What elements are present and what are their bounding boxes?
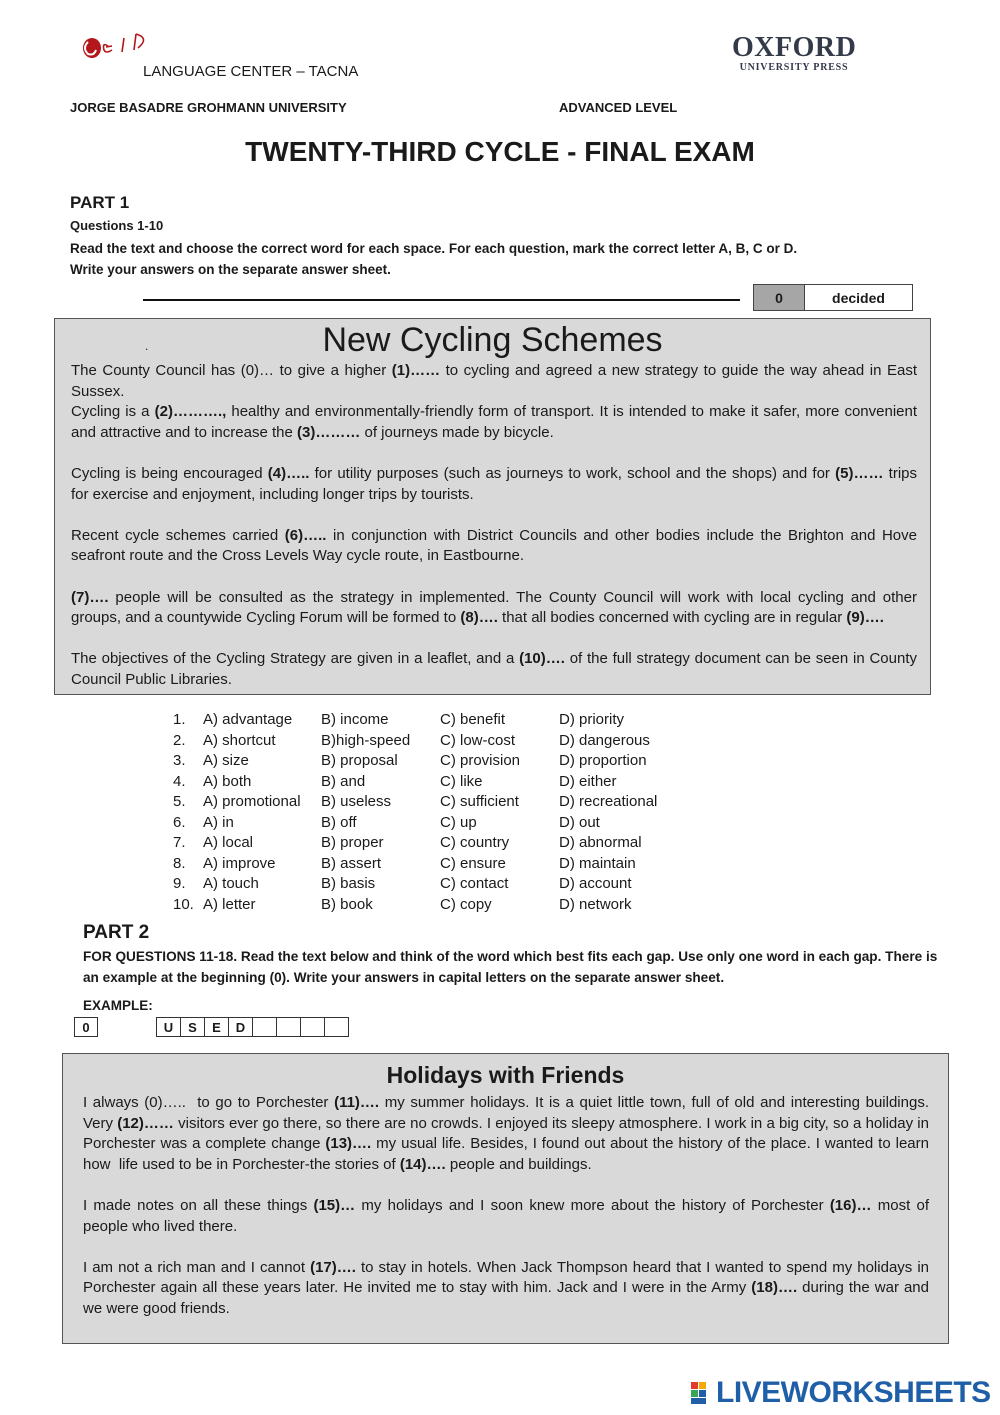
option-row xyxy=(173,751,679,772)
option-c: C) provision xyxy=(440,752,521,769)
option-row xyxy=(173,731,679,752)
liveworksheets-logo xyxy=(690,1376,991,1410)
option-d: D) dangerous xyxy=(559,731,650,749)
option-d: D) out xyxy=(559,813,600,831)
example-letter-cell xyxy=(300,1017,325,1037)
option-b: B) basis xyxy=(321,875,376,892)
paragraph: I am not a rich man and I cannot (17)…. to stay in hotels. When Jack Thompson heard that I wanted to spend my holidays in Porchester again all these years later. He invited me to stay with him. Jack and I were in the Army (18)…. during the war and we were good friends. xyxy=(83,1258,929,1317)
holidays-text-title: Holidays with Friends xyxy=(386,1062,625,1088)
option-a: A) size xyxy=(203,752,249,769)
part1-example-number: 0 xyxy=(754,285,805,310)
option-b: B) income xyxy=(321,711,389,728)
option-a: A) promotional xyxy=(203,793,301,810)
example-letter-cell: S xyxy=(180,1017,205,1037)
question-number: 8. xyxy=(173,854,186,872)
example-letter-cell xyxy=(324,1017,349,1037)
option-row xyxy=(173,833,679,854)
example-letter-cell: E xyxy=(204,1017,229,1037)
paragraph: The County Council has (0)… to give a higher (1)…… to cycling and agreed a new strategy to guide the way ahead in East Sussex. xyxy=(71,362,917,400)
example-number-cell: 0 xyxy=(74,1017,98,1037)
paragraph: Cycling is being encouraged (4)….. for utility purposes (such as journeys to work, school and the shops) and for (5)…… trips for exercise and enjoyment, including longer trips by tourists. xyxy=(71,464,918,503)
option-c: C) copy xyxy=(440,895,492,913)
option-c: C) up xyxy=(440,813,477,831)
question-number: 7. xyxy=(173,834,186,851)
text-dot: . xyxy=(145,339,149,353)
part1-example-answer: decided xyxy=(832,289,885,306)
option-c: C) ensure xyxy=(440,854,506,872)
example-letter-cell xyxy=(252,1017,277,1037)
question-number: 3. xyxy=(173,752,186,769)
oxford-logo xyxy=(732,34,856,73)
liveworksheets-icon xyxy=(690,1380,716,1406)
divider-line xyxy=(143,299,740,301)
ceid-logo-graphic xyxy=(78,28,178,64)
option-b: B)high-speed xyxy=(321,731,411,749)
option-d: D) either xyxy=(559,772,617,790)
option-d: D) account xyxy=(559,875,632,892)
option-row xyxy=(173,854,679,875)
cycling-text-box xyxy=(54,318,931,695)
option-a: A) shortcut xyxy=(203,731,276,749)
option-d: D) network xyxy=(559,895,632,913)
part1-heading: PART 1 xyxy=(70,193,130,212)
part2-heading: PART 2 xyxy=(83,922,150,943)
example-letter-cell: U xyxy=(156,1017,181,1037)
paragraph: I made notes on all these things (15)… my holidays and I soon knew more about the history of Porchester (16)… most of people who lived there. xyxy=(83,1196,929,1235)
part1-instruction-2: Write your answers on the separate answer sheet. xyxy=(70,262,391,277)
option-a: A) touch xyxy=(203,875,259,892)
options-list xyxy=(173,710,679,915)
option-c: C) like xyxy=(440,772,483,790)
option-b: B) proposal xyxy=(321,752,398,769)
holidays-text-body xyxy=(83,1093,929,1320)
oxford-name: OXFORD xyxy=(732,32,857,63)
level-label: ADVANCED LEVEL xyxy=(559,100,678,115)
exam-title: TWENTY-THIRD CYCLE - FINAL EXAM xyxy=(245,136,755,167)
paragraph: (7)…. people will be consulted as the strategy in implemented. The County Council will work with local cycling and other groups, and a countywide Cycling Forum will be formed to (8)…. that all bodies concerned with cycling are in regular (9)…. xyxy=(71,588,917,627)
option-d: D) priority xyxy=(559,711,625,728)
option-row xyxy=(173,874,679,895)
question-number: 2. xyxy=(173,731,186,749)
university-name: JORGE BASADRE GROHMANN UNIVERSITY xyxy=(70,100,347,115)
option-a: A) improve xyxy=(203,854,276,872)
liveworksheets-brand: LIVEWORKSHEETS xyxy=(716,1376,991,1409)
example-label: EXAMPLE: xyxy=(83,998,153,1013)
question-number: 10. xyxy=(173,895,194,913)
option-b: B) useless xyxy=(321,793,392,810)
option-b: B) book xyxy=(321,895,373,913)
ceid-logo xyxy=(78,28,178,64)
question-number: 9. xyxy=(173,875,186,892)
language-center: LANGUAGE CENTER – TACNA xyxy=(143,63,359,80)
option-a: A) local xyxy=(203,834,254,851)
option-c: C) low-cost xyxy=(440,731,516,749)
cycling-text-title: New Cycling Schemes xyxy=(322,321,663,359)
option-b: B) and xyxy=(321,772,366,790)
cycling-text-body xyxy=(71,361,917,691)
option-b: B) off xyxy=(321,813,357,831)
paragraph: Cycling is a (2)………., healthy and environmentally-friendly form of transport. It is intended to make it safer, more convenient and attractive and to increase the (3)……… of journeys made by bicycle. xyxy=(71,403,917,441)
option-row xyxy=(173,895,679,916)
part1-instructions xyxy=(70,238,950,280)
part1-questions: Questions 1-10 xyxy=(70,218,164,233)
option-a: A) both xyxy=(203,772,252,790)
part1-instruction-1: Read the text and choose the correct word for each space. For each question, mark the correct letter A, B, C or D. xyxy=(70,241,798,256)
part2-instructions: FOR QUESTIONS 11-18. Read the text below and think of the word which best fits each gap. Use only one word in each gap. There is an example at the beginning (0). Write your answers in capital letters on the separate answer sheet. xyxy=(83,949,938,985)
holidays-text-box xyxy=(62,1053,949,1344)
question-number: 5. xyxy=(173,793,186,810)
paragraph: Recent cycle schemes carried (6)….. in conjunction with District Councils and other bodies include the Brighton and Hove seafront route and the Cross Levels Way cycle route, in Eastbourne. xyxy=(71,526,917,565)
option-d: D) proportion xyxy=(559,752,647,769)
option-c: C) benefit xyxy=(440,711,506,728)
option-row xyxy=(173,710,679,731)
option-row xyxy=(173,792,679,813)
oxford-subtitle: UNIVERSITY PRESS xyxy=(739,62,849,73)
option-row xyxy=(173,772,679,793)
option-c: C) sufficient xyxy=(440,793,519,810)
option-d: D) recreational xyxy=(559,793,658,810)
option-row xyxy=(173,813,679,834)
option-a: A) letter xyxy=(203,895,256,913)
option-d: D) abnormal xyxy=(559,834,642,851)
option-b: B) assert xyxy=(321,854,382,872)
option-a: A) advantage xyxy=(203,711,293,728)
paragraph: The objectives of the Cycling Strategy are given in a leaflet, and a (10)…. of the full strategy document can be seen in County Council Public Libraries. xyxy=(71,650,917,688)
option-d: D) maintain xyxy=(559,854,636,872)
option-c: C) contact xyxy=(440,875,509,892)
question-number: 6. xyxy=(173,813,186,831)
example-letter-cell xyxy=(276,1017,301,1037)
option-a: A) in xyxy=(203,813,234,831)
example-letter-cell: D xyxy=(228,1017,253,1037)
option-b: B) proper xyxy=(321,834,384,851)
question-number: 4. xyxy=(173,772,186,790)
option-c: C) country xyxy=(440,834,510,851)
paragraph: I always (0)….. to go to Porchester (11)…. my summer holidays. It is a quiet little town, full of old and interesting buildings. Very (12)…… visitors ever go there, so there are no crowds. I enjoyed its sleepy atmosphere. I work in a big city, so a holiday in Porchester was a complete change (13)…. my usual life. Besides, I found out about the history of the place. I wanted to learn how life used to be in Porchester-the stories of (14)…. people and buildings. xyxy=(83,1094,929,1173)
part1-example-box xyxy=(753,284,913,311)
question-number: 1. xyxy=(173,711,186,728)
